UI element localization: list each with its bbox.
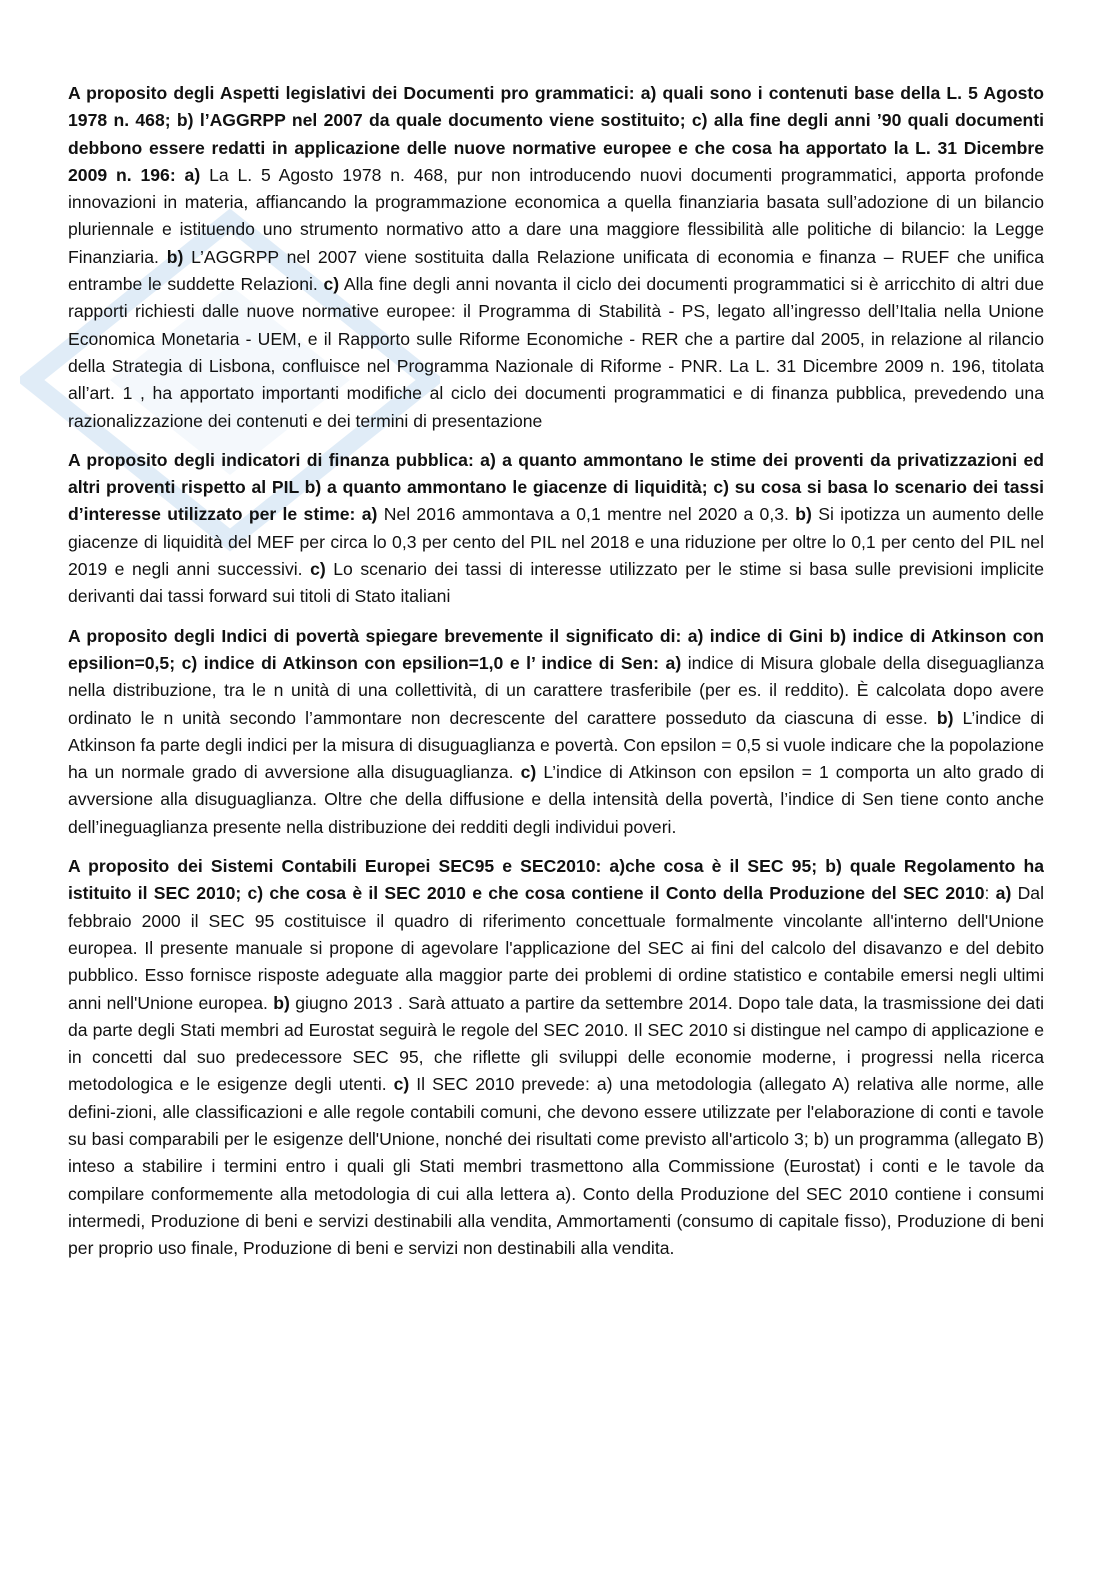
answer-text-b: L’indice di Atkinson fa parte degli indici per la misura di disuguaglianza e povertà. Con epsilon = 0,5 si vuole indicare che la popolazione ha un normale grado di avversione alla disuguaglianza. <box>68 707 1044 783</box>
answer-label-b: b) <box>936 707 954 728</box>
question-text: A proposito degli Indici di povertà spiegare brevemente il significato di: a) indice di Gini b) indice di Atkinson con epsilion=0,5; c) indice di Atkinson con epsilion=1,0 e l’ indice di Sen: <box>68 625 1044 673</box>
answer-label-a: a) <box>184 164 201 185</box>
answer-label-a: a) <box>995 883 1012 904</box>
answer-label-c: c) <box>310 559 326 580</box>
answer-text-b: L’AGGRPP nel 2007 viene sostituita dalla Relazione unificata di economia e finanza – RUEF che unifica entrambe le suddette Relazioni. <box>68 246 1044 295</box>
answer-label-a: a) <box>361 504 378 525</box>
paragraph-public-finance-indicators <box>68 447 1044 611</box>
answer-text-a: La L. 5 Agosto 1978 n. 468, pur non introducendo nuovi documenti programmatici, apporta profonde innovazioni in materia, affiancando la programmazione economica a quella finanziaria basata sull’adozione di un bilancio pluriennale e istituendo uno strumento normativo atto a dare una maggiore flessibilità alle politiche di bilancio: la Legge Finanziaria. <box>68 164 1044 267</box>
question-text: A proposito dei Sistemi Contabili Europei SEC95 e SEC2010: a)che cosa è il SEC 95; b) quale Regolamento ha istituito il SEC 2010; c) che cosa è il SEC 2010 e che cosa contiene il Conto della Produzione del SEC 2010 <box>68 856 1044 904</box>
question-text: A proposito degli indicatori di finanza pubblica: a) a quanto ammontano le stime dei proventi da privatizzazioni ed altri proventi rispetto al PIL b) a quanto ammontano le giacenze di liquidità; c) su cosa si basa lo scenario dei tassi d’interesse utilizzato per le stime: <box>68 449 1044 525</box>
answer-text-c: Lo scenario dei tassi di interesse utilizzato per le stime si basa sulle previsioni implicite derivanti dai tassi forward sui titoli di Stato italiani <box>68 559 1044 607</box>
document-page <box>68 80 1044 1540</box>
answer-text-b: giugno 2013 . Sarà attuato a partire da settembre 2014. Dopo tale data, la trasmissione dei dati da parte degli Stati membri ad Eurostat seguirà le regole del SEC 2010. Il SEC 2010 si distingue nel campo di applicazione e in concetti dal suo predecessore SEC 95, che riflette gli sviluppi delle economie moderne, i progressi nella ricerca metodologica e le esigenze degli utenti. <box>68 992 1044 1095</box>
answer-label-a: a) <box>665 652 682 673</box>
paragraph-poverty-indices <box>68 623 1044 841</box>
answer-text-a: Dal febbraio 2000 il SEC 95 costituisce il quadro di riferimento concettuale formalmente vincolante all'interno dell'Unione europea. Il presente manuale si propone di agevolare l'applicazione del SEC ai fini del calcolo del disavanzo e del debito pubblico. Esso fornisce risposte adeguate alla maggior parte dei problemi di ordine statistico e contabile emersi negli ultimi anni nell'Unione europea. <box>68 883 1044 1013</box>
question-tail: : <box>984 883 990 904</box>
answer-label-c: c) <box>520 762 537 783</box>
answer-label-b: b) <box>795 504 812 525</box>
answer-text-c: L’indice di Atkinson con epsilon = 1 comporta un alto grado di avversione alla disuguaglianza. Oltre che della diffusione e della intensità della povertà, l’indice di Sen tiene conto anche dell’ineguaglianza presente nella distribuzione dei redditi degli individui poveri. <box>68 762 1044 837</box>
answer-text-a: Nel 2016 ammontava a 0,1 mentre nel 2020 a 0,3. <box>383 504 789 525</box>
paragraph-legislative-aspects <box>68 80 1044 435</box>
question-text: A proposito degli Aspetti legislativi dei Documenti pro grammatici: a) quali sono i contenuti base della L. 5 Agosto 1978 n. 468; b) l’AGGRPP nel 2007 da quale documento viene sostituito; c) alla fine degli anni ’90 quali documenti debbono essere redatti in applicazione delle nuove normative europee e che cosa ha apportato la L. 31 Dicembre 2009 n. 196: <box>68 83 1044 185</box>
answer-label-b: b) <box>273 992 290 1013</box>
answer-text-c: Alla fine degli anni novanta il ciclo dei documenti programmatici si è arricchito di altri due rapporti richiesti dalle nuove normative europee: il Programma di Stabilità - PS, legato all’ingresso dell’Italia nella Unione Economica Monetaria - UEM, e il Rapporto sulle Riforme Economiche - RER che a partire dal 2005, in relazione al rilancio della Strategia di Lisbona, confluisce nel Programma Nazionale di Riforme - PNR. La L. 31 Dicembre 2009 n. 196, titolata all’art. 1 , ha apportato importanti modifiche al ciclo dei documenti programmatici e di finanza pubblica, prevedendo una razionalizzazione dei contenuti e dei termini di presentazione <box>68 274 1044 431</box>
paragraph-european-accounting-systems <box>68 853 1044 1262</box>
answer-label-c: c) <box>323 274 340 295</box>
answer-label-b: b) <box>166 246 184 267</box>
answer-text-a: indice di Misura globale della diseguaglianza nella distribuzione, tra le n unità di una collettività, di un carattere trasferibile (per es. il reddito). È calcolata dopo avere ordinato le n unità secondo l’ammontare non decrescente del carattere posseduto da ciascuna di esse. <box>68 652 1044 728</box>
answer-text-c: Il SEC 2010 prevede: a) una metodologia (allegato A) relativa alle norme, alle defini-zioni, alle classificazioni e alle regole contabili comuni, che devono essere utilizzate per l'elaborazione di conti e tavole su basi comparabili per le esigenze dell'Unione, nonché dei risultati come previsto all'articolo 3; b) un programma (allegato B) inteso a stabilire i termini entro i quali gli Stati membri trasmettono alla Commissione (Eurostat) i conti e le tavole da compilare conformemente alla metodologia di cui alla lettera a). Conto della Produzione del SEC 2010 contiene i consumi intermedi, Produzione di beni e servizi destinabili alla vendita, Ammortamenti (consumo di capitale fisso), Produzione di beni per proprio uso finale, Produzione di beni e servizi non destinabili alla vendita. <box>68 1074 1044 1259</box>
answer-label-c: c) <box>393 1074 410 1095</box>
answer-text-b: Si ipotizza un aumento delle giacenze di liquidità del MEF per circa lo 0,3 per cento del PIL nel 2018 e una riduzione per oltre lo 0,1 per cento del PIL nel 2019 e negli anni successivi. <box>68 504 1044 580</box>
